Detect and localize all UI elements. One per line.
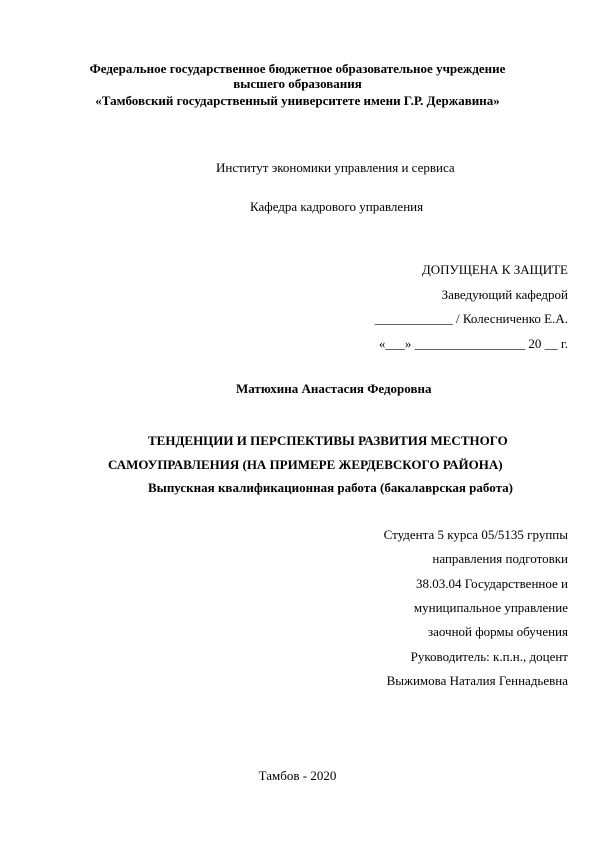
student-direction-code: 38.03.04 Государственное и [416, 576, 568, 591]
supervisor-title: Руководитель: к.п.н., доцент [410, 649, 568, 664]
thesis-title-line1: ТЕНДЕНЦИИ И ПЕРСПЕКТИВЫ РАЗВИТИЯ МЕСТНОГО [148, 433, 508, 448]
thesis-title-line2: САМОУПРАВЛЕНИЯ (НА ПРИМЕРЕ ЖЕРДЕВСКОГО РАЙОНА) [108, 457, 503, 472]
approval-title: ДОПУЩЕНА К ЗАЩИТЕ [421, 262, 568, 277]
department-name: Кафедра кадрового управления [250, 199, 424, 214]
student-study-form: заочной формы обучения [427, 624, 568, 639]
city-year: Тамбов - 2020 [258, 768, 337, 783]
approval-role: Заведующий кафедрой [441, 287, 568, 302]
supervisor-name: Выжимова Наталия Геннадьевна [386, 673, 568, 688]
org-name-line2: высшего образования [233, 76, 362, 91]
approval-signature-line: ____________ / Колесниченко Е.А. [374, 311, 568, 326]
student-course-group: Студента 5 курса 05/5135 группы [383, 527, 568, 542]
student-direction-label: направления подготовки [432, 551, 568, 566]
org-name-line1: Федеральное государственное бюджетное образовательное учреждение [89, 61, 506, 76]
institute-name: Институт экономики управления и сервиса [216, 160, 455, 175]
author-name: Матюхина Анастасия Федоровна [236, 381, 432, 396]
approval-date-line: «___» _________________ 20 __ г. [378, 336, 568, 351]
thesis-type: Выпускная квалификационная работа (бакалаврская работа) [148, 480, 513, 495]
student-direction-name: муниципальное управление [413, 600, 568, 615]
university-name: «Тамбовский государственный университете имени Г.Р. Державина» [95, 93, 500, 108]
